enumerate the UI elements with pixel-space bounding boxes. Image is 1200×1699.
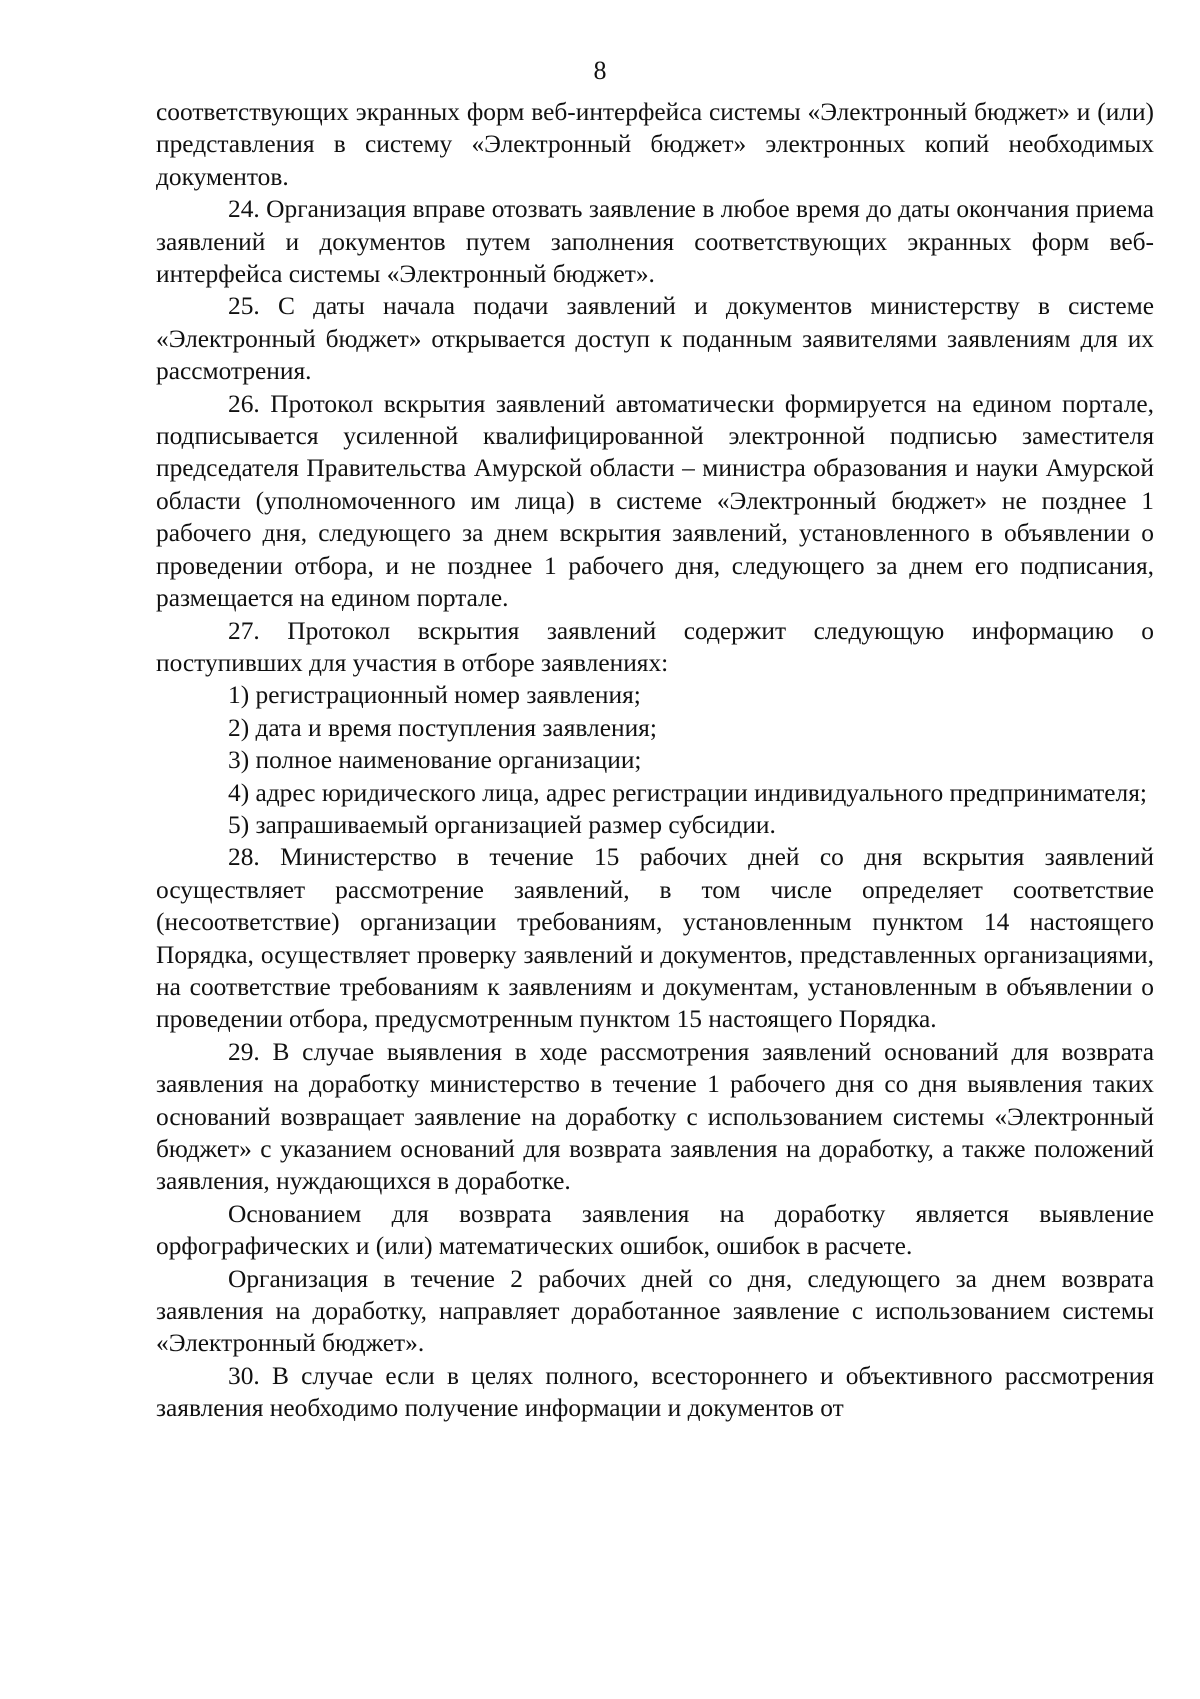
document-body — [156, 96, 1154, 1425]
paragraph-29-basis: Основанием для возврата заявления на доработку является выявление орфографических и (или) математических ошибок, ошибок в расчете. — [156, 1199, 1154, 1261]
list-item-2: 2) дата и время поступления заявления; — [228, 713, 657, 742]
paragraph-26: 26. Протокол вскрытия заявлений автоматически формируется на едином портале, подписывается усиленной квалифицированной электронной подписью заместителя председателя Правительства Амурской области – министра образования и науки Амурской области (уполномоченного им лица) в системе «Электронный бюджет» не позднее 1 рабочего дня, следующего за днем вскрытия заявлений, установленного в объявлении о проведении отбора, и не позднее 1 рабочего дня, следующего за днем его подписания, размещается на едином портале. — [156, 389, 1154, 613]
paragraph-28: 28. Министерство в течение 15 рабочих дней со дня вскрытия заявлений осуществляет рассмотрение заявлений, в том числе определяет соответствие (несоответствие) организации требованиям, установленным пунктом 14 настоящего Порядка, осуществляет проверку заявлений и документов, представленных организациями, на соответствие требованиям к заявлениям и документам, установленным в объявлении о проведении отбора, предусмотренным пунктом 15 настоящего Порядка. — [156, 843, 1154, 1034]
list-item-4: 4) адрес юридического лица, адрес регистрации индивидуального предпринимателя; — [228, 778, 1147, 807]
paragraph-29-resubmission: Организация в течение 2 рабочих дней со дня, следующего за днем возврата заявления на доработку, направляет доработанное заявление с использованием системы «Электронный бюджет». — [156, 1264, 1154, 1358]
paragraph-30: 30. В случае если в целях полного, всестороннего и объективного рассмотрения заявления необходимо получение информации и документов от — [156, 1361, 1154, 1423]
paragraph-continuation: соответствующих экранных форм веб-интерфейса системы «Электронный бюджет» и (или) представления в систему «Электронный бюджет» электронных копий необходимых документов. — [156, 98, 1154, 191]
list-item-5: 5) запрашиваемый организацией размер субсидии. — [228, 810, 776, 839]
list-item-1: 1) регистрационный номер заявления; — [228, 681, 641, 710]
paragraph-25: 25. С даты начала подачи заявлений и документов министерству в системе «Электронный бюджет» открывается доступ к поданным заявителями заявлениям для их рассмотрения. — [156, 292, 1154, 386]
paragraph-29: 29. В случае выявления в ходе рассмотрения заявлений оснований для возврата заявления на доработку министерство в течение 1 рабочего дня со дня выявления таких оснований возвращает заявление на доработку с использованием системы «Электронный бюджет» с указанием оснований для возврата заявления на доработку, а также положений заявления, нуждающихся в доработке. — [156, 1037, 1154, 1196]
page-number: 8 — [593, 56, 607, 85]
list-item-3: 3) полное наименование организации; — [228, 746, 642, 775]
paragraph-27: 27. Протокол вскрытия заявлений содержит следующую информацию о поступивших для участия в отборе заявлениях: — [156, 616, 1154, 677]
paragraph-24: 24. Организация вправе отозвать заявление в любое время до даты окончания приема заявлений и документов путем заполнения соответствующих экранных форм веб-интерфейса системы «Электронный бюджет». — [156, 195, 1154, 289]
